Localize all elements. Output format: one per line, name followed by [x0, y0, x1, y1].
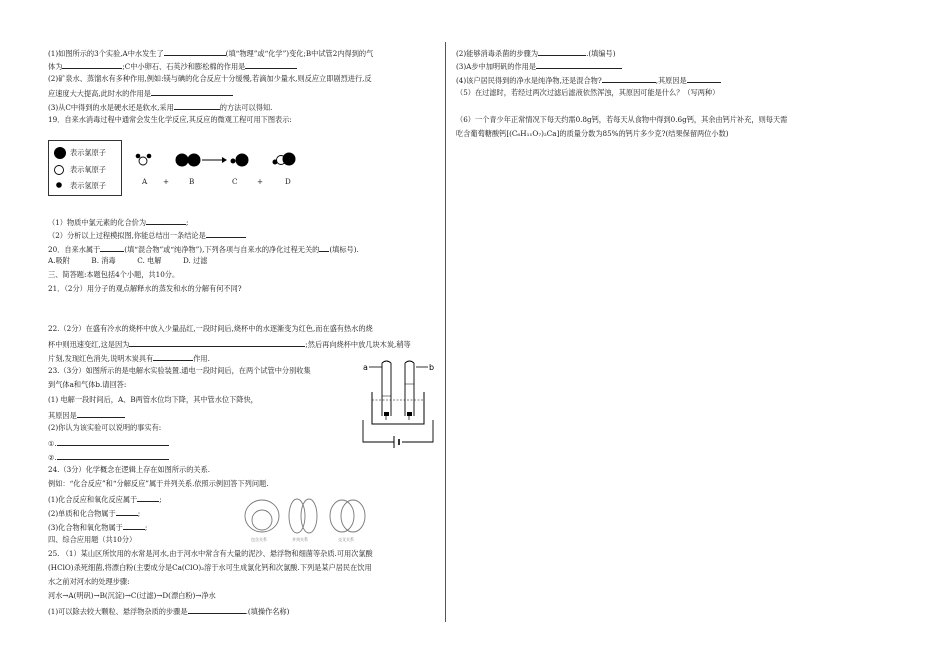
water-trough — [372, 392, 424, 424]
label-d: D — [285, 177, 291, 186]
q23-line5: (2)你认为该实验可以说明的事实有: — [48, 423, 162, 432]
parallel-label: 并列关系 — [292, 537, 308, 542]
q24-line5: (3)化合物和氧化物属于 ; — [48, 523, 148, 532]
label-b-text: b — [429, 363, 435, 372]
molecule-a-hydrogen — [136, 154, 141, 159]
molecule-b-chlorine — [188, 154, 201, 167]
q22-line2: 杯中则迅速变红,这是因为 ;然后再向烧杯中放几块木炭,稍等 — [48, 340, 411, 349]
q25-5: （5）在过滤时，若经过两次过滤后滤液依然浑浊，其原因可能是什么？（写两种） — [456, 88, 720, 97]
oxygen-atom-icon — [55, 166, 64, 175]
intersect-left — [330, 500, 354, 532]
q25-line5: (1)可以除去较大颗粒、悬浮物杂质的步骤是 .(填操作名称) — [48, 607, 290, 616]
q18-line5: (3)从C中得到的水是硬水还是软水,采用 的方法可以得知. — [48, 103, 273, 112]
electrolysis-diagram — [358, 360, 438, 452]
molecule-c-chlorine — [236, 154, 249, 167]
q23-line1: 23.（3分）如图所示的是电解水实验装置.通电一段时间后，在两个试管中分别收集 — [48, 366, 311, 375]
q18-line4: 应速度大大提高,此时水的作用是 — [48, 87, 233, 99]
containment-label: 包含关系 — [251, 537, 267, 542]
q24-line4: (2)单质和化合物属于 ; — [48, 509, 141, 518]
parallel-left — [289, 499, 305, 533]
label-a: A — [142, 177, 148, 186]
relation-diagram — [240, 496, 370, 544]
legend-oxygen: 表示氧原子 — [70, 165, 106, 174]
q20-options: A.吸附 B. 消毒 C. 电解 D. 过滤 — [48, 256, 208, 265]
q25-2: (2)能够消毒杀菌的步骤为 .(填编号) — [456, 49, 616, 58]
q23-line3: (1) 电解一段时间后，A、B两管水位均下降，其中管水位下降快， — [48, 395, 258, 404]
electrode-a — [384, 412, 389, 416]
column-divider — [445, 42, 446, 622]
q23-line6: ①. — [48, 437, 169, 449]
reaction-diagram — [130, 145, 310, 195]
molecule-b-chlorine — [176, 154, 189, 167]
q24-line3: (1)化合反应和氧化反应属于 ; — [48, 495, 162, 504]
label-c: C — [232, 177, 238, 186]
test-tube-b — [405, 361, 414, 416]
atom-legend — [48, 140, 122, 196]
label-plus-1: + — [163, 177, 170, 186]
electrode-b — [407, 412, 412, 416]
q25-6-line1: （6）一个青少年正常情况下每天约需0.8g钙，若每天从食物中得到0.6g钙，其余由钙片补充，则每天需 — [456, 115, 788, 124]
molecule-c-hydrogen — [231, 159, 236, 164]
q19-title: 19．自来水消毒过程中通常会发生化学反应,其反应的微观工程可用下图表示: — [48, 115, 292, 124]
q18-line3: (2)矿泉水、蒸馏水有多种作用,例如:镁与碘的化合反应十分缓慢,若滴加少量水,则反应立即剧烈进行,反 — [48, 74, 372, 83]
q19-1: （1）物质中氯元素的化合价为 ; — [48, 218, 189, 227]
q20: 20．自来水属于 (填“混合物”或“纯净物”),下列各项与自来水的净化过程无关的 (填标号). — [48, 245, 359, 254]
section-4-heading: 四、综合应用题（共10分） — [48, 535, 137, 544]
intersect-label: 交叉关系 — [338, 537, 354, 542]
label-a-text: a — [363, 363, 368, 372]
legend-chlorine: 表示氯原子 — [70, 148, 106, 157]
q25-line1: 25. （1）某山区所饮用的水常是河水,由于河水中常含有大量的泥沙、悬浮物和细菌等杂质.可用次氯酸 — [48, 549, 373, 558]
molecule-a-oxygen — [139, 157, 147, 165]
q24-line1: 24.（3分）化学概念在逻辑上存在如图所示的关系. — [48, 465, 211, 474]
q18-line2: 体为 ;C中小卵石、石英沙和膨松棉的作用是 — [48, 60, 297, 72]
q23-line2: 到气体a和气体b.请回答: — [48, 380, 127, 389]
q19-2: （2）分析以上过程模拟图,你能总结出一条结论是 — [48, 229, 246, 241]
q23-line7: ②. — [48, 451, 169, 463]
parallel-right — [301, 499, 317, 533]
q25-line4: 河水→A(明矾)→B(沉淀)→C(过滤)→D(漂白粉)→净水 — [48, 591, 216, 600]
label-plus-2: + — [257, 177, 264, 186]
legend-hydrogen: 表示氢原子 — [70, 181, 106, 190]
containment-outer — [245, 500, 279, 532]
molecule-d-chlorine — [283, 153, 296, 166]
q21: 21．（2分）用分子的观点解释水的蒸发和水的分解有何不同? — [48, 284, 242, 293]
molecule-a-hydrogen — [147, 154, 152, 159]
test-tube-a — [382, 361, 391, 416]
q18-line1: (1)如图所示的3个实验,A中水发生了 (填“物理”或“化学”)变化;B中试管2内得到的气 — [48, 49, 374, 58]
q22-line3: 片刻,发现红色消失,说明木炭具有 作用. — [48, 354, 210, 363]
q24-line2: 例如：“化合反应”和“分解反应”属于并列关系.依照示例回答下列问题. — [48, 479, 269, 488]
chlorine-atom-icon — [54, 147, 66, 159]
q25-6-line2: 吃含葡萄糖酸钙[(C₆H₁₁O₇)₂Ca]的质量分数为85%的钙片多少克?(结果保留两位小数) — [456, 129, 729, 138]
q23-line4: 其原因是 — [48, 409, 125, 421]
section-3-heading: 三、简答题:本题包括4个小题，共10分。 — [48, 270, 180, 279]
q25-4: (4)该户居民得到的净水是纯净物,还是混合物? ,其原因是 — [456, 74, 721, 86]
intersect-right — [341, 500, 365, 532]
q25-line2: (HClO)杀死细菌,将漂白粉(主要成分是Ca(ClO)₂溶于水可生成氯化钙和次氯酸.下列是某户居民在饮用 — [48, 563, 372, 572]
q25-3: (3)A步中加明矾的作用是 — [456, 60, 622, 72]
q25-line3: 水之前对河水的处理步骤: — [48, 577, 130, 586]
q22-line1: 22.（2分）在盛有冷水的烧杯中放入少量品红,一段时间后,烧杯中的水逐渐变为红色,而在盛有热水的烧 — [48, 324, 373, 333]
circuit-wire — [363, 420, 433, 442]
label-b: B — [189, 177, 195, 186]
hydrogen-atom-icon — [56, 182, 62, 188]
containment-inner — [252, 510, 272, 530]
